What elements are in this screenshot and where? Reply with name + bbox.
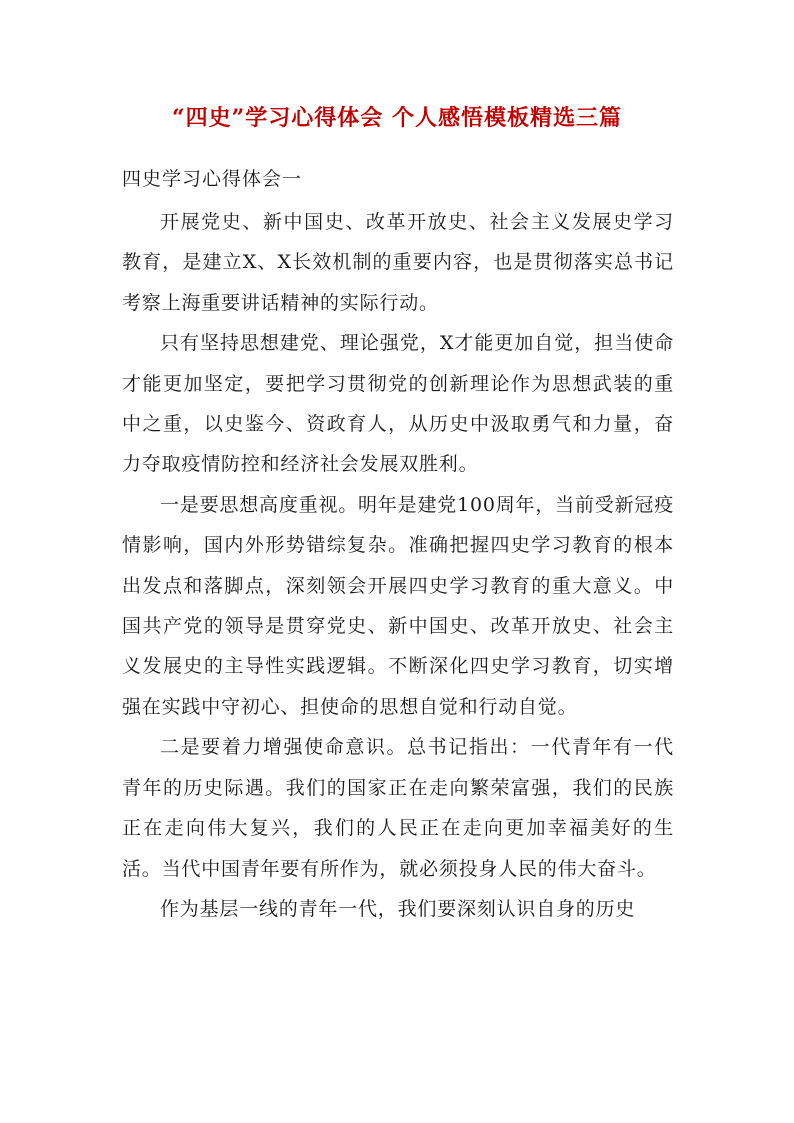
paragraph: 开展党史、新中国史、改革开放史、社会主义发展史学习教育，是建立X、X长效机制的重要内容，也是贯彻落实总书记考察上海重要讲话精神的实际行动。 (122, 211, 674, 314)
document-title: “四史”学习心得体会 个人感悟模板精选三篇 (172, 105, 622, 131)
paragraph: 二是要着力增强使命意识。总书记指出：一代青年有一代青年的历史际遇。我们的国家正在走向繁荣富强，我们的民族正在走向伟大复兴，我们的人民正在走向更加幸福美好的生活。当代中国青年要有所作为，就必须投身人民的伟大奋斗。 (122, 736, 674, 880)
paragraph: 一是要思想高度重视。明年是建党100周年，当前受新冠疫情影响，国内外形势错综复杂。准确把握四史学习教育的根本出发点和落脚点，深刻领会开展四史学习教育的重大意义。中国共产党的领导是贯穿党史、新中国史、改革开放史、社会主义发展史的主导性实践逻辑。不断深化四史学习教育，切实增强在实践中守初心、担使命的思想自觉和行动自觉。 (122, 493, 674, 718)
section-heading: 四史学习心得体会一 (122, 168, 303, 190)
document-body (122, 202, 674, 929)
paragraph: 只有坚持思想建党、理论强党，X才能更加自觉，担当使命才能更加坚定，要把学习贯彻党的创新理论作为思想武装的重中之重，以史鉴今、资政育人，从历史中汲取勇气和力量，奋力夺取疫情防控和经济社会发展双胜利。 (122, 332, 674, 476)
paragraph: 作为基层一线的青年一代，我们要深刻认识自身的历史 (160, 897, 636, 920)
